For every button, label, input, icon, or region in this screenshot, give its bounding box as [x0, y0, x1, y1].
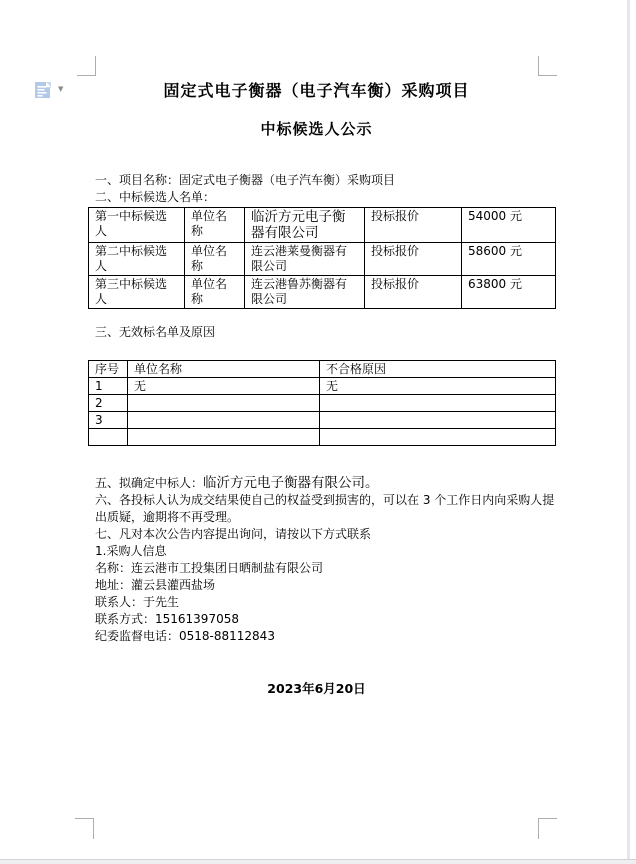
- buyer-info-heading: 1.采购人信息: [95, 544, 167, 558]
- margin-crop-mark-bottom-left: [75, 818, 94, 839]
- company-label: 单位名称: [185, 208, 245, 243]
- announcement-date: 2023年6月20日: [267, 681, 366, 696]
- buyer-name: 名称：连云港市工投集团日晒制盐有限公司: [95, 561, 324, 575]
- supervision-phone: 纪委监督电话：0518-88112843: [95, 629, 275, 643]
- table-row: [89, 412, 556, 429]
- price-value: 63800 元: [462, 276, 556, 309]
- section-candidates-heading: 二、中标候选人名单：: [95, 190, 216, 204]
- candidate-rank: 第二中标候选人: [89, 243, 185, 276]
- section-awardee: [95, 475, 555, 492]
- cell-index: [89, 429, 128, 446]
- col-header-reason: 不合格原因: [320, 361, 556, 378]
- notice-paragraphs: [95, 475, 555, 645]
- page-gap-band: [0, 860, 636, 864]
- cell-company: [128, 395, 320, 412]
- margin-crop-mark-bottom-right: [538, 818, 557, 839]
- company-label: 单位名称: [185, 276, 245, 309]
- intro-paragraphs: [95, 172, 555, 206]
- col-header-index: 序号: [89, 361, 128, 378]
- paste-clipboard-icon: [34, 85, 53, 104]
- table-row: [89, 429, 556, 446]
- table-row: [89, 208, 556, 243]
- company-name: 连云港鲁苏衡器有限公司: [245, 276, 365, 309]
- cell-company: [128, 412, 320, 429]
- section-objection: 六、各投标人认为成交结果使自己的权益受到损害的，可以在 3 个工作日内向采购人提出质疑，逾期将不再受理。: [95, 493, 555, 524]
- table-row: [89, 395, 556, 412]
- company-name: 连云港莱曼衡器有限公司: [245, 243, 365, 276]
- table-row: [89, 243, 556, 276]
- section-invalid-heading: 三、无效标名单及原因: [95, 325, 216, 339]
- cell-reason: [320, 412, 556, 429]
- table-row: [89, 276, 556, 309]
- cell-company: [128, 429, 320, 446]
- awardee-prefix: 五、拟确定中标人：: [95, 476, 204, 490]
- section-project-name: 一、项目名称：固定式电子衡器（电子汽车衡）采购项目: [95, 173, 396, 187]
- page-subtitle: 中标候选人公示: [260, 120, 373, 138]
- table-header-row: [89, 361, 556, 378]
- price-label: 投标报价: [365, 243, 462, 276]
- cell-index: 3: [89, 412, 128, 429]
- cell-reason: 无: [320, 378, 556, 395]
- margin-crop-mark-top-right: [538, 56, 557, 76]
- invalid-bids-table: [88, 360, 556, 446]
- col-header-company: 单位名称: [128, 361, 320, 378]
- candidates-table: [88, 207, 556, 309]
- cell-reason: [320, 429, 556, 446]
- cell-index: 1: [89, 378, 128, 395]
- margin-crop-mark-top-left: [77, 56, 96, 76]
- buyer-address: 地址：灌云县灌西盐场: [95, 578, 216, 592]
- page-title: 固定式电子衡器（电子汽车衡）采购项目: [163, 81, 470, 100]
- candidate-rank: 第三中标候选人: [89, 276, 185, 309]
- cell-company: 无: [128, 378, 320, 395]
- paste-dropdown-arrow-icon: ▼: [58, 85, 64, 93]
- paste-options-button[interactable]: [34, 80, 70, 102]
- awardee-company: 临沂方元电子衡器有限公司。: [203, 475, 379, 491]
- price-value: 54000 元: [462, 208, 556, 243]
- price-label: 投标报价: [365, 276, 462, 309]
- table-row: [89, 378, 556, 395]
- section-inquiry: 七、凡对本次公告内容提出询问，请按以下方式联系: [95, 527, 372, 541]
- company-label: 单位名称: [185, 243, 245, 276]
- contact-person: 联系人：于先生: [95, 595, 180, 609]
- price-label: 投标报价: [365, 208, 462, 243]
- contact-phone: 联系方式：15161397058: [95, 612, 239, 626]
- company-name: 临沂方元电子衡器有限公司: [245, 208, 365, 243]
- price-value: 58600 元: [462, 243, 556, 276]
- cell-reason: [320, 395, 556, 412]
- page-right-edge: [627, 0, 630, 864]
- cell-index: 2: [89, 395, 128, 412]
- candidate-rank: 第一中标候选人: [89, 208, 185, 243]
